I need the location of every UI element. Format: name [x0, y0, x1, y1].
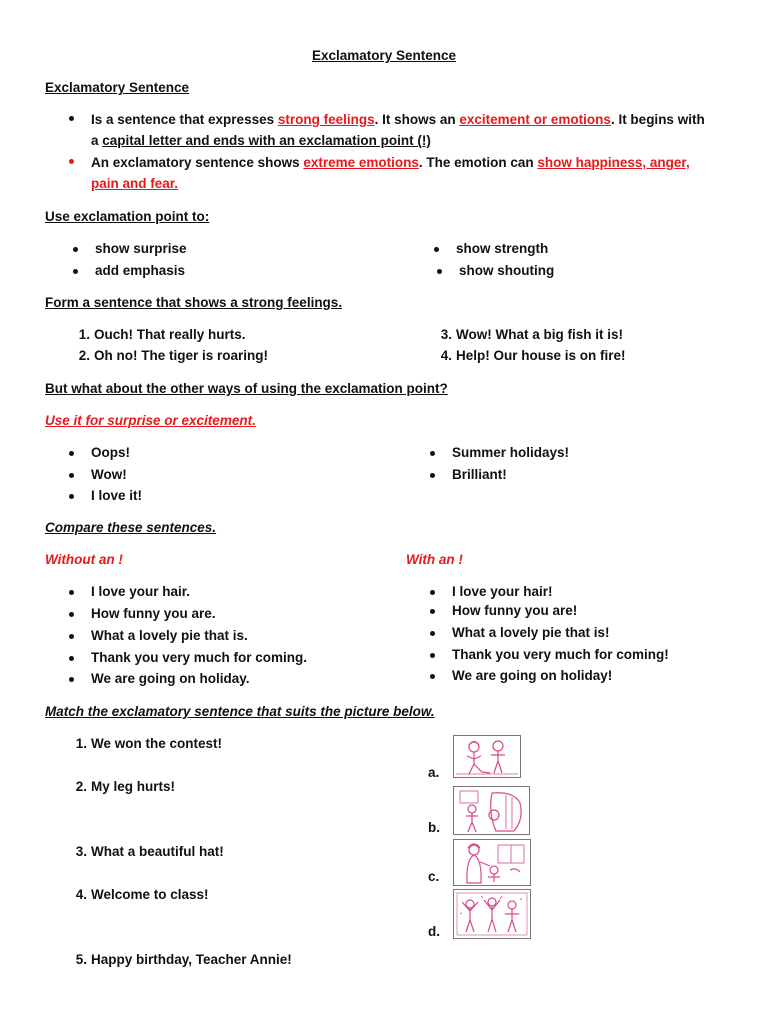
list-item: How funny you are. [91, 606, 216, 621]
definition-bullet: Is a sentence that expresses strong feelings. It shows an excitement or emotions. It begins with a capital letter and ends with an exclamation point (!) [91, 109, 711, 151]
use-point-heading: Use exclamation point to: [45, 209, 210, 224]
list-item: Summer holidays! [452, 445, 570, 460]
list-item: We are going on holiday. [91, 671, 250, 686]
list-item: 4. Help! Our house is on fire! [440, 348, 626, 363]
highlight-strong-feelings: strong feelings [277, 112, 375, 127]
girl-with-hurt-leg-picture [453, 735, 521, 778]
other-ways-subheading: Use it for surprise or excitement. [45, 413, 256, 428]
list-item: What a lovely pie that is! [452, 625, 610, 640]
list-item: 2. Oh no! The tiger is roaring! [78, 348, 269, 363]
list-item: show strength [456, 241, 549, 256]
list-item: How funny you are! [452, 603, 578, 618]
compare-heading: Compare these sentences. [45, 520, 217, 535]
list-item: 1. Ouch! That really hurts. [78, 327, 246, 342]
match-heading: Match the exclamatory sentence that suits the picture below. [45, 704, 435, 719]
highlight-excitement: excitement or emotions [459, 112, 611, 127]
list-item: add emphasis [95, 263, 186, 278]
match-sentence: 5. Happy birthday, Teacher Annie! [75, 952, 292, 967]
teacher-welcome-picture [453, 839, 531, 886]
list-item: show surprise [95, 241, 187, 256]
picture-letter: c. [428, 869, 440, 884]
emotion-bullet: An exclamatory sentence shows extreme emotions. The emotion can show happiness, anger, pain and fear. [91, 152, 706, 194]
list-item: show shouting [459, 263, 555, 278]
page-title: Exclamatory Sentence [311, 48, 457, 63]
list-item: I love your hair! [452, 584, 553, 599]
list-item: Brilliant! [452, 467, 507, 482]
picture-letter: d. [428, 924, 440, 939]
with-label: With an ! [406, 552, 463, 567]
match-sentence: 4. Welcome to class! [75, 887, 209, 902]
form-heading: Form a sentence that shows a strong feelings. [45, 295, 343, 310]
children-celebrating-picture [453, 889, 531, 939]
match-sentence: 3. What a beautiful hat! [75, 844, 224, 859]
match-sentence: 1. We won the contest! [75, 736, 223, 751]
picture-letter: b. [428, 820, 440, 835]
other-ways-heading: But what about the other ways of using the exclamation point? [45, 381, 448, 396]
list-item: We are going on holiday! [452, 668, 613, 683]
section-heading: Exclamatory Sentence [45, 80, 190, 95]
list-item: Thank you very much for coming. [91, 650, 308, 665]
highlight-emotion-list: show happiness, anger, pain and fear. [91, 155, 690, 191]
list-item: 3. Wow! What a big fish it is! [440, 327, 623, 342]
list-item: Oops! [91, 445, 130, 460]
list-item: Thank you very much for coming! [452, 647, 669, 662]
match-sentence: 2. My leg hurts! [75, 779, 176, 794]
girl-with-hat-picture [453, 786, 530, 835]
highlight-extreme-emotions: extreme emotions [303, 155, 419, 170]
without-label: Without an ! [45, 552, 123, 567]
list-item: What a lovely pie that is. [91, 628, 248, 643]
list-item: I love your hair. [91, 584, 191, 599]
picture-letter: a. [428, 765, 440, 780]
list-item: Wow! [91, 467, 127, 482]
list-item: I love it! [91, 488, 143, 503]
